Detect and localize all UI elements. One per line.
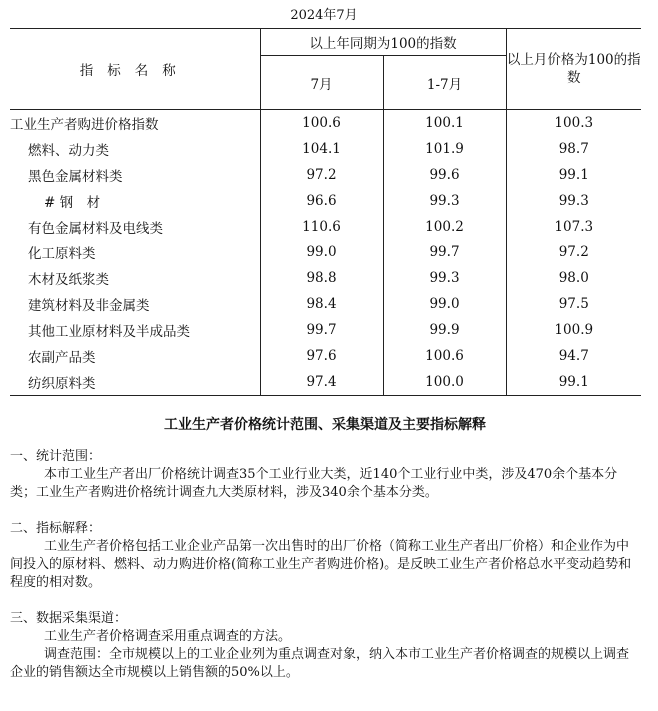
row-name: 工业生产者购进价格指数	[10, 116, 159, 133]
price-index-table	[10, 28, 641, 396]
table-row	[10, 188, 641, 214]
row-name: 建筑材料及非金属类	[28, 298, 150, 315]
cell-mom: 98.0	[506, 265, 641, 291]
table-row	[10, 110, 641, 136]
cell-month: 98.4	[260, 291, 383, 317]
cell-ytd: 99.3	[383, 265, 506, 291]
cell-ytd: 99.7	[383, 239, 506, 265]
row-name: 纺织原料类	[10, 369, 260, 395]
cell-ytd: 100.2	[383, 214, 506, 240]
header-ytd: 1-7月	[383, 56, 506, 110]
notes-section	[10, 416, 640, 682]
section-scope-text: 本市工业生产者出厂价格统计调查35个工业行业大类，近140个工业行业中类，涉及470余个基本分类；工业生产者购进价格统计调查九大类原材料，涉及340余个基本分类。	[10, 467, 618, 500]
cell-month: 98.8	[260, 265, 383, 291]
section-scope-heading: 一、统计范围：	[10, 449, 102, 464]
cell-month: 99.7	[260, 317, 383, 343]
table-row	[10, 369, 641, 395]
table-row	[10, 343, 641, 369]
header-indicator-name: 指标名称	[10, 29, 260, 110]
cell-month: 97.2	[260, 162, 383, 188]
header-yoy-group: 以上年同期为100的指数	[260, 29, 506, 56]
table-row	[10, 317, 641, 343]
cell-month: 104.1	[260, 136, 383, 162]
cell-month: 96.6	[260, 188, 383, 214]
cell-mom: 99.1	[506, 162, 641, 188]
section-collection-heading: 三、数据采集渠道：	[10, 611, 128, 626]
cell-mom: 97.5	[506, 291, 641, 317]
cell-mom: 97.2	[506, 239, 641, 265]
row-name: 有色金属材料及电线类	[28, 220, 163, 237]
cell-mom: 94.7	[506, 343, 641, 369]
table-row	[10, 136, 641, 162]
cell-ytd: 101.9	[383, 136, 506, 162]
spacer	[10, 502, 640, 520]
cell-month: 97.4	[260, 369, 383, 395]
cell-mom: 99.3	[506, 188, 641, 214]
cell-ytd: 99.6	[383, 162, 506, 188]
row-name: 黑色金属材料类	[28, 168, 123, 185]
spacer	[10, 592, 640, 610]
cell-ytd: 100.1	[383, 110, 506, 136]
row-name: 木材及纸浆类	[28, 272, 109, 289]
cell-mom: 100.9	[506, 317, 641, 343]
table-row	[10, 214, 641, 240]
report-date: 2024年7月	[290, 8, 358, 23]
cell-mom: 98.7	[506, 136, 641, 162]
row-name: # 钢 材	[44, 194, 101, 211]
notes-title: 工业生产者价格统计范围、采集渠道及主要指标解释	[164, 417, 486, 433]
section-definition-heading: 二、指标解释：	[10, 521, 102, 536]
cell-month: 110.6	[260, 214, 383, 240]
header-month: 7月	[260, 56, 383, 110]
cell-mom: 100.3	[506, 110, 641, 136]
cell-month: 100.6	[260, 110, 383, 136]
row-name: 农副产品类	[28, 349, 96, 366]
cell-ytd: 100.6	[383, 343, 506, 369]
cell-month: 97.6	[260, 343, 383, 369]
cell-mom: 107.3	[506, 214, 641, 240]
row-name: 其他工业原材料及半成品类	[28, 324, 190, 341]
cell-mom: 99.1	[506, 369, 641, 395]
table-row	[10, 162, 641, 188]
row-name: 燃料、动力类	[28, 142, 109, 159]
table-row	[10, 265, 641, 291]
cell-ytd: 100.0	[383, 369, 506, 395]
section-definition-text: 工业生产者价格包括工业企业产品第一次出售时的出厂价格（简称工业生产者出厂价格）和企业作为中间投入的原材料、燃料、动力购进价格(简称工业生产者购进价格)。是反映工业生产者价格总水平变动趋势和程度的相对数。	[10, 539, 632, 590]
section-collection-text-1: 工业生产者价格调查采用重点调查的方法。	[44, 629, 292, 644]
table-row	[10, 291, 641, 317]
cell-ytd: 99.3	[383, 188, 506, 214]
cell-ytd: 99.0	[383, 291, 506, 317]
table-row	[10, 239, 641, 265]
row-name: 化工原料类	[28, 246, 96, 263]
section-collection-text-2: 调查范围：全市规模以上的工业企业列为重点调查对象，纳入本市工业生产者价格调查的规模以上调查企业的销售额达全市规模以上销售额的50%以上。	[10, 647, 630, 680]
cell-month: 99.0	[260, 239, 383, 265]
cell-ytd: 99.9	[383, 317, 506, 343]
header-mom: 以上月价格为100的指数	[506, 29, 641, 110]
